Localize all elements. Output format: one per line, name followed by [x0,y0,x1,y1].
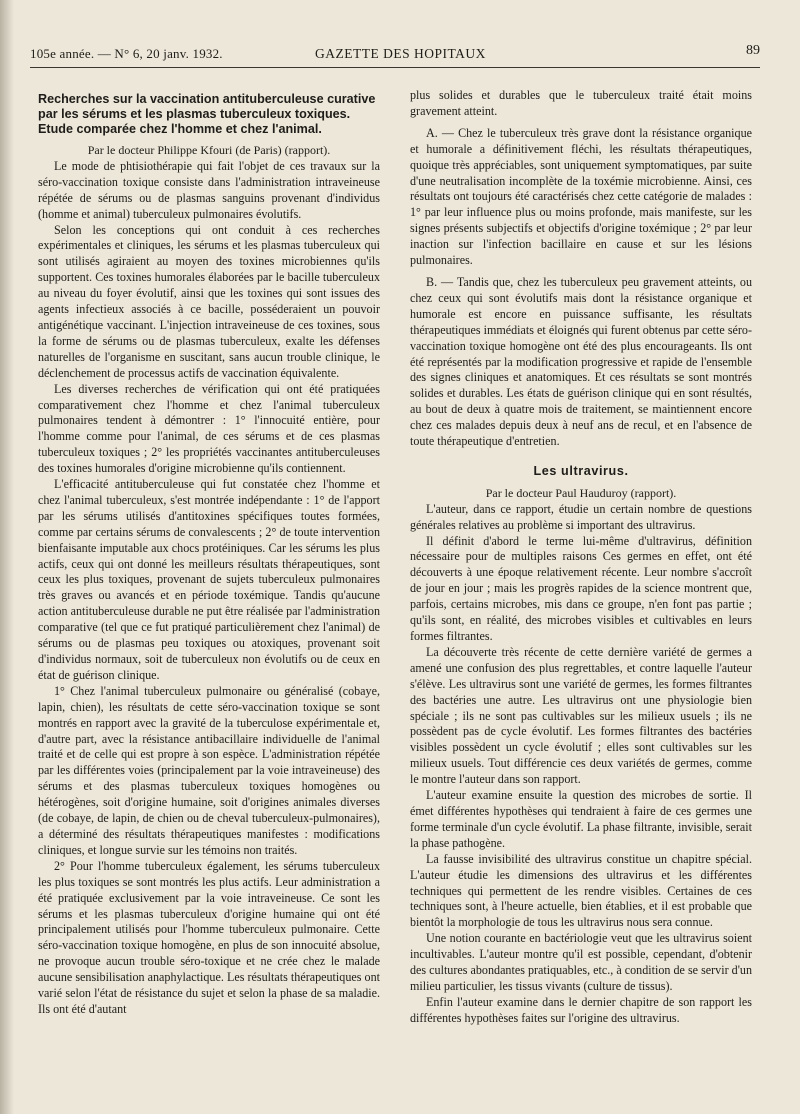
page-binding-shadow [0,0,14,1114]
paragraph-continued: plus solides et durables que le tuberculeux traité était moins gravement atteint. [410,88,752,118]
article-title: Recherches sur la vaccination antituberculeuse curative par les sérums et les plasmas tuberculeux toxiques. Etude comparée chez l'homme et chez l'animal. [38,92,376,136]
paragraph: Une notion courante en bactériologie veut que les ultravirus soient incultivables. L'auteur montre qu'il est possible, cependant, d'obtenir des cultures abondantes pratiquables, etc., à condition de se servir d'un milieu particulier, les tissus vivants (culture de tissus). [410,931,752,993]
paragraph: B. — Tandis que, chez les tuberculeux peu gravement atteints, ou chez ceux qui sont évolutifs mais dont la résistance organique et humorale est encore en puissance suffisante, les résultats thérapeutiques immédiats et éloignés qui furent obtenus par cette séro-vaccination toxique homogène ont été des plus encourageants. Ils ont été représentés par la modification progressive et rapide de l'ensemble des signes cliniques et anatomiques. Et ces résultats se sont montrés solides et durables. Les états de guérison clinique qui en sont résultés, au bout de deux à quatre mois de traitement, se maintiennent encore chez ces malades depuis deux à neuf ans de recul, et en l'absence de toute thérapeutique d'entretien. [410,274,752,449]
paragraph: Les diverses recherches de vérification qui ont été pratiquées comparativement chez l'homme et chez l'animal tuberculeux pulmonaires tendent à démontrer : 1° l'innocuité entière, pour l'homme comme pour l'animal, de ces sérums et de ces plasmas tuberculeux toxiques ; 2° les propriétés vaccinantes antituberculeuses des toxines humorales d'origine microbienne qu'ils contiennent. [38,381,380,476]
page-number: 89 [746,43,760,58]
paragraph: L'auteur, dans ce rapport, étudie un certain nombre de questions générales relatives au problème si important des ultravirus. [410,501,752,532]
paragraph: La fausse invisibilité des ultravirus constitue un chapitre spécial. L'auteur étudie les dimensions des ultravirus et les différentes techniques qui permettent de les rendre visibles. Certaines de ces techniques sont, à l'heure actuelle, bien établies, et il est probable que bientôt la morphologie de tous les ultravirus nous sera connue. [410,851,752,930]
paragraph: L'efficacité antituberculeuse qui fut constatée chez l'homme et chez l'animal tuberculeux, s'est montrée indépendante : 1° de l'apport par les sérums utilisés d'antitoxines spécifiques toutes formées, comme par certains sérums de convalescents ; 2° de toute intervention bienfaisante imputable aux chocs protéiniques. Car les sérums les plus actifs, ceux qui ont donné les meilleurs résultats thérapeutiques, sont ceux les plus toxiques, provenant de sujets tuberculeux pulmonaires très graves ou avancés et en période toxémique. Tandis qu'aucune action antituberculeuse durable ne put être réalisée par l'administration comparative (tel que ce fut pratiqué particulièrement chez l'animal) de sérums ou de plasmas peu toxiques ou atoxiques, provenant soit d'individus normaux, soit de tuberculeux non évolutifs ou de ceux en état de guérison clinique. [38,477,381,682]
issue-info: 105e année. — N° 6, 20 janv. 1932. [30,46,223,61]
running-header [30,40,760,64]
right-column [410,88,752,1027]
paragraph: L'auteur examine ensuite la question des microbes de sortie. Il émet différentes hypothèses qui tendraient à faire de ces germes une forme terminale d'un cycle évolutif. La phase filtrante, invisible, serait la phase pathogène. [410,788,752,850]
section-title: Les ultravirus. [533,463,629,478]
header-rule [30,67,760,68]
paragraph: Il définit d'abord le terme lui-même d'ultravirus, définition nécessaire pour de multiples raisons Ces germes en effet, ont été découverts à une époque relativement récente. Leur nombre s'accroît de jour en jour ; mais les progrès rapides de la science montrent que, parfois, certains microbes, mis dans ce groupe, n'en font pas partie ; qu'ils sont, en réalité, des microbes visibles et cultivables en leurs formes filtrantes. [410,533,752,643]
paragraph: Selon les conceptions qui ont conduit à ces recherches expérimentales et cliniques, les sérums et les plasmas tuberculeux qui sont utilisés agiraient au moyen des toxines microbiennes qu'ils supportent. Ces toxines humorales élaborées par le bacille tuberculeux au niveau du foyer évolutif, ainsi que les toxines qui sont issues des agents infectieux associés à ce bacille, posséderaient un pouvoir antigénétique vaccinant. L'injection intraveineuse de ces toxines, sous la forme de sérums ou de plasmas tuberculeux, exalte les défenses naturelles de l'organisme en suscitant, sans aucun trouble clinique, le déclenchement de processus actifs de vaccination équivalente. [38,222,380,380]
paragraph: La découverte très récente de cette dernière variété de germes a amené une confusion des plus regrettables, et contre laquelle l'auteur s'élève. Les ultravirus sont une variété de germes, les formes filtrantes des bactéries une autre. Les ultravirus ont une physiologie bien spéciale ; ils ne sont pas cultivables sur les milieux usuels ; ils ne possèdent pas de cycle évolutif. Les formes filtrantes des bactéries visibles possèdent un cycle évolutif ; elles sont cultivables sur les milieux usuels. Tout différencie ces deux variétés de germes, comme le montre l'auteur dans son rapport. [410,644,752,787]
article-byline: Par le docteur Philippe Kfouri (de Paris) (rapport). [87,143,331,157]
paragraph: Le mode de phtisiothérapie qui fait l'objet de ces travaux sur la séro-vaccination toxique consiste dans l'administration intraveineuse répétée de sérums ou de plasmas sanguins provenant d'individus (homme et animal) tuberculeux pulmonaires évolutifs. [38,158,380,221]
left-column [38,88,380,1018]
paragraph: A. — Chez le tuberculeux très grave dont la résistance organique et humorale a définitivement fléchi, les résultats thérapeutiques, quoique très appréciables, sont uniquement symptomatiques, par suite d'une neutralisation incomplète de la toxémie microbienne. Ainsi, ces résultats ont toujours été caractérisés chez cette catégorie de malades : 1° par leur influence plus ou moins profonde, mais manifeste, sur les signes présents subjectifs et objectifs d'origine toxémique ; 2° par leur inaction sur l'infection bacillaire en cause et sur les lésions pulmonaires. [410,125,752,268]
article-byline: Par le docteur Paul Hauduroy (rapport). [485,485,677,500]
paragraph: 1° Chez l'animal tuberculeux pulmonaire ou généralisé (cobaye, lapin, chien), les résultats de cette séro-vaccination toxique se sont montrés en rapport avec la gravité de la tuberculose expérimentale et, d'autre part, avec la résistance antibacillaire individuelle de l'animal traité et de celle qui est propre à son espèce. L'administration répétée par les différentes voies (principalement par la voie intraveineuse) des sérums et des plasmas tuberculeux toxiques homogènes ou hétérogènes, soit d'origine humaine, soit d'origines animales diverses (de cobaye, de lapin, de chien ou de cheval tuberculeux-pulmonaires), a déterminé des résultats thérapeutiques manifestes : modifications cliniques, et longue survie sur les témoins non traités. [38,683,380,857]
journal-title: GAZETTE DES HOPITAUX [315,46,486,61]
paragraph: Enfin l'auteur examine dans le dernier chapitre de son rapport les différentes hypothèses faites sur l'origine des ultravirus. [410,994,752,1025]
paragraph: 2° Pour l'homme tuberculeux également, les sérums tuberculeux les plus toxiques se sont montrés les plus actifs. Leur administration a été pratiquée exclusivement par la voie intraveineuse. Ce sont les sérums et les plasmas tuberculeux d'origine humaine qui ont été principalement utilisés pour l'homme tuberculeux pulmonaire. Cette séro-vaccination toxique homogène, en plus de son innocuité absolue, ne provoque aucun trouble séro-toxique et ne crée chez le malade aucune sensibilisation anaphylactique. Les résultats thérapeutiques ont varié selon l'état de résistance du sujet et selon la phase de sa maladie. Ils ont été d'autant [38,858,380,1016]
